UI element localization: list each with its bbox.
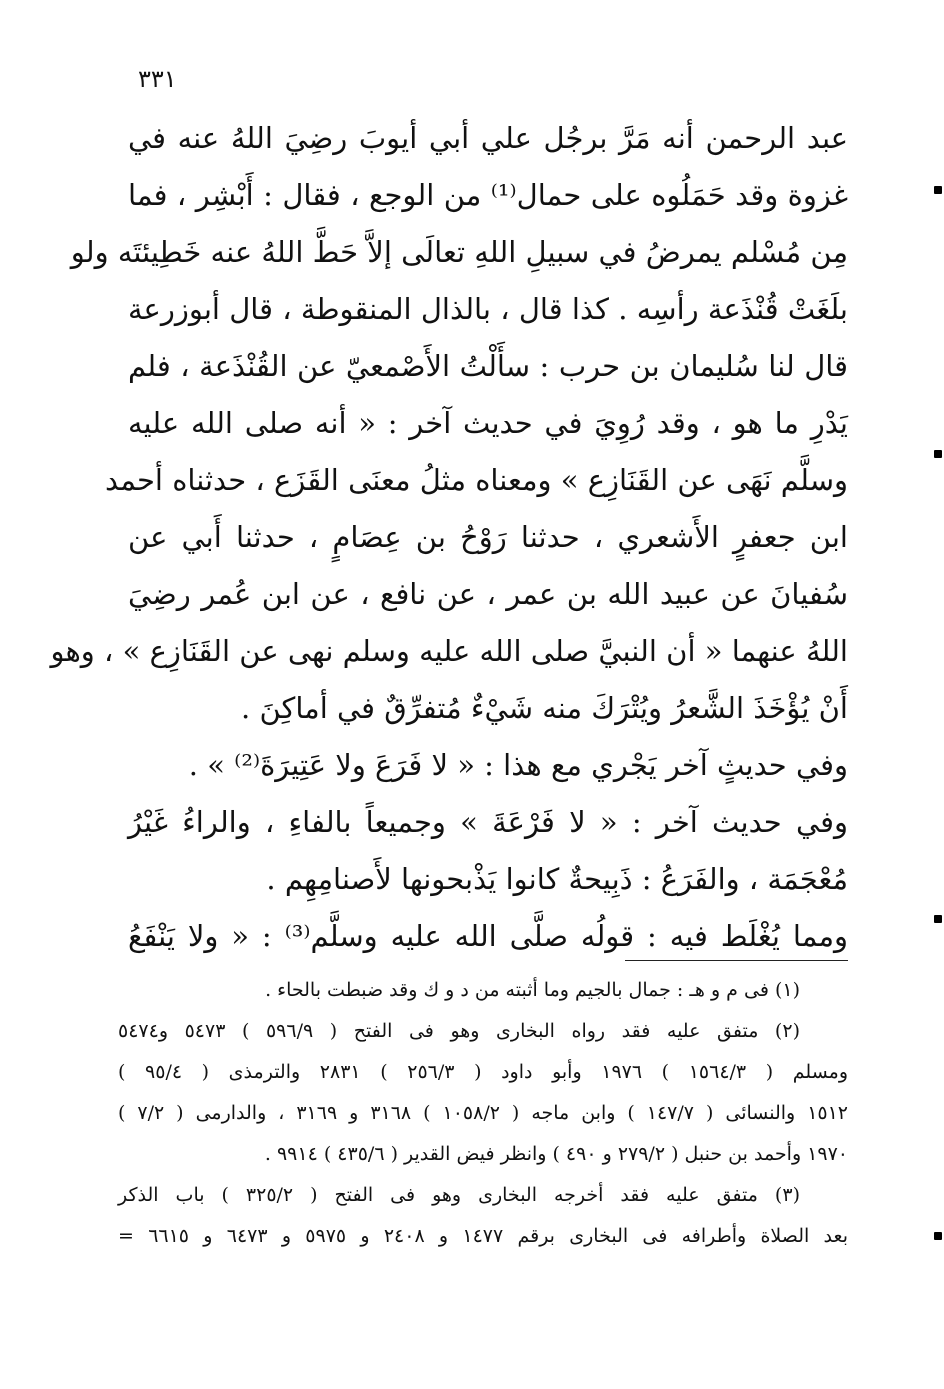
text-line: قال لنا سُليمان بن حرب : سأَلْتُ الأَصْمعيّ عن القُنْذَعة ، فلم	[128, 349, 848, 383]
footnote-line: ١٩٧٠ وأحمد بن حنبل ( ٢٧٩/٢ و ٤٩٠ ) وانظر فيض القدير ( ٤٣٥/٦ ) ٩٩١٤ .	[264, 1143, 848, 1165]
text-line: ومما يُغْلَط فيه : قولُه صلَّى الله عليه وسلَّم⁽³⁾ : « ولا يَنْفَعُ	[128, 919, 848, 953]
text-line: بلَغَتْ قُنْذَعة رأسِه . كذا قال ، بالذال المنقوطة ، قال أبوزرعة	[128, 292, 848, 326]
text-line: غزوة وقد حَمَلُوه على حمال⁽¹⁾ من الوجع ، فقال : أَبْشِر ، فما	[128, 178, 849, 212]
main-text	[50, 110, 849, 965]
text-line: اللهُ عنهما « أن النبيَّ صلى الله عليه وسلم نهى عن القَنَازِع » ، وهو	[50, 634, 848, 668]
text-line: وسلَّم نَهَى عن القَنَازِع » ومعناه مثلُ معنَى القَزَع ، حدثناه أحمد	[105, 463, 848, 497]
footnote-line: (١) فى م و هـ : جمال بالجيم وما أثبته من د و ك وقد ضبطت بالحاء .	[265, 979, 800, 1001]
text-line: ابن جعفرٍ الأَشعري ، حدثنا رَوْحُ بن عِصَامٍ ، حدثنا أَبي عن	[128, 520, 848, 554]
text-line: سُفيانَ عن عبيد الله بن عمر ، عن نافع ، عن ابن عُمر رضِيَ	[128, 577, 848, 611]
text-line: مِن مُسْلم يمرضُ في سبيلِ اللهِ تعالَى إلاَّ حَطَّ اللهُ عنه خَطِيئتَه ولو	[70, 235, 848, 269]
footnote-line: (٢) متفق عليه فقد رواه البخارى وهو فى الفتح ( ٥٩٦/٩ ) ٥٤٧٣ و٥٤٧٤	[118, 1020, 800, 1042]
margin-mark	[934, 186, 942, 194]
margin-mark	[934, 450, 942, 458]
margin-mark	[934, 915, 942, 923]
text-line: أَنْ يُؤْخَذَ الشَّعرُ ويُتْرَكَ منه شَيْءٌ مُتفرِّقٌ في أماكِنَ .	[241, 691, 848, 725]
footnotes	[118, 970, 848, 1257]
text-line: عبد الرحمن أنه مَرَّ برجُل علي أبي أيوبَ رضِيَ اللهُ عنه في	[128, 121, 848, 155]
page-number: ٣٣١	[138, 65, 177, 93]
text-line: وفي حديثٍ آخر يَجْري مع هذا : « لا فَرَعَ ولا عَتِيرَةَ⁽²⁾ » .	[188, 748, 848, 782]
footnote-line: ومسلم ( ١٥٦٤/٣ ) ١٩٧٦ وأبو داود ( ٢٥٦/٣ ) ٢٨٣١ والترمذى ( ٩٥/٤ )	[118, 1061, 849, 1083]
margin-mark	[934, 1232, 942, 1240]
text-line: وفي حديث آخر : « لا فَرْعَةَ » وجميعاً بالفاءِ ، والراءُ غَيْرُ	[128, 805, 848, 839]
footnote-line: بعد الصلاة وأطرافه فى البخارى برقم ١٤٧٧ و ٢٤٠٨ و ٥٩٧٥ و ٦٤٧٣ و ٦٦١٥ =	[118, 1225, 848, 1247]
footnote-line: (٣) متفق عليه فقد أخرجه البخارى وهو فى الفتح ( ٣٢٥/٢ ) باب الذكر	[118, 1184, 800, 1206]
text-line: مُعْجَمَة ، والفَرَعُ : ذَبِيحةٌ كانوا يَذْبحونها لأَصنامِهِم .	[266, 862, 848, 896]
text-line: يَدْرِ ما هو ، وقد رُوِيَ في حديث آخر : « أنه صلى الله عليه	[128, 406, 848, 440]
footnote-separator	[625, 960, 848, 961]
footnote-line: ١٥١٢ والنسائى ( ١٤٧/٧ ) وابن ماجه ( ١٠٥٨/٢ ) ٣١٦٨ و ٣١٦٩ ، والدارمى ( ٧/٢ )	[118, 1102, 849, 1124]
